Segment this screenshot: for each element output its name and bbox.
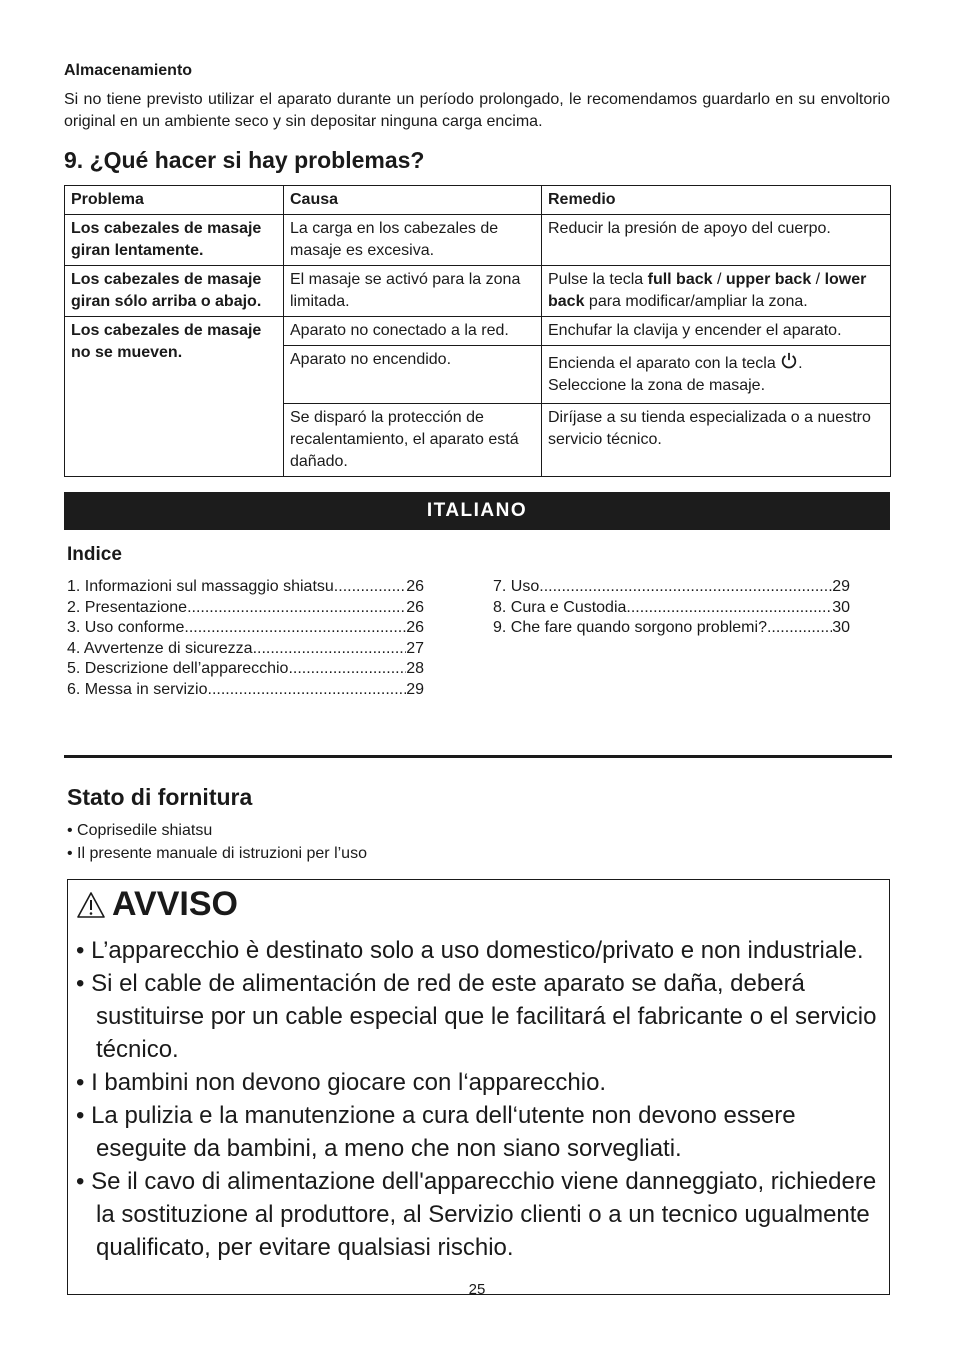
list-item: • Se il cavo di alimentazione dell'apparecchio viene danneggiato, richiedere la sostituzione al produttore, al Servizio clienti o a un tecnico ugualmente qualificato, per evitare qualsiasi rischio. [76,1165,884,1264]
cause-cell: El masaje se activó para la zona limitada. [284,266,542,317]
remedy-text: Pulse la tecla [548,271,648,288]
index-entry-label: 1. Informazioni sul massaggio shiatsu [67,578,334,595]
warning-list [76,934,884,1264]
table-row [65,266,891,317]
page-number: 25 [468,1281,486,1298]
table-row [65,215,891,266]
remedy-text: . Seleccione la zona de masaje. [548,355,803,394]
separator: / [811,271,825,288]
index-list-right [493,577,850,639]
index-entry-page: 26 [406,578,424,595]
problem-cell: Los cabezales de masaje giran sólo arriba o abajo. [65,266,284,317]
index-entry-page: 30 [832,598,850,616]
power-icon [780,352,798,370]
dot-leader [184,618,406,639]
list-item: • Il presente manuale di istruzioni per l’uso [67,842,367,865]
supply-list [67,819,367,865]
index-entry-page: 26 [406,619,424,637]
key-lower-back: lower back [548,271,867,310]
section-divider [64,755,892,758]
cause-cell: Aparato no conectado a la red. [284,317,542,346]
troubleshooting-table [64,185,891,477]
list-item: • Coprisedile shiatsu [67,819,367,842]
storage-paragraph: Si no tiene previsto utilizar el aparato durante un período prolongado, le recomendamos guardarlo en su envoltorio original en un ambiente seco y sin depositar ninguna carga encima. [64,91,890,130]
table-header-row [65,186,891,215]
index-entry [67,659,424,680]
index-entry-page: 30 [832,619,850,637]
separator: / [712,271,726,288]
remedy-cell [542,266,891,317]
index-entry [493,618,850,639]
list-item: • La pulizia e la manutenzione a cura dell‘utente non devono essere eseguite da bambini, a meno che non siano sorvegliati. [76,1099,884,1165]
index-entry-label: 3. Uso conforme [67,619,185,637]
index-entry [67,577,424,598]
index-entry [67,618,424,639]
index-entry-page: 26 [406,598,424,616]
index-entry-page: 28 [406,660,424,678]
language-bar: ITALIANO [64,492,890,530]
dot-leader [187,598,406,619]
index-entry-label: 8. Cura e Custodia [493,598,627,616]
remedy-cell: Reducir la presión de apoyo del cuerpo. [542,215,891,266]
list-item: • L’apparecchio è destinato solo a uso domestico/privato e non industriale. [76,934,884,967]
table-row [65,317,891,346]
key-full-back: full back [647,271,713,288]
cause-cell: Se disparó la protección de recalentamiento, el aparato está dañado. [284,404,542,477]
remedy-cell: Enchufar la clavija y encender el aparato. [542,317,891,346]
index-heading: Indice [67,544,122,565]
dot-leader [539,577,832,598]
index-entry-label: 9. Che fare quando sorgono problemi? [493,619,767,637]
remedy-cell: Diríjase a su tienda especializada o a nuestro servicio técnico. [542,404,891,477]
warning-heading [76,885,238,924]
remedy-text: Encienda el aparato con la tecla [548,355,781,372]
index-entry [67,598,424,619]
cause-cell: Aparato no encendido. [284,346,542,404]
index-entry-label: 4. Avvertenze di sicurezza [67,639,253,657]
key-upper-back: upper back [725,271,812,288]
index-entry-page: 29 [406,680,424,698]
supply-heading: Stato di fornitura [67,784,253,810]
problem-cell: Los cabezales de masaje giran lentamente. [65,215,284,266]
list-item: • Si el cable de alimentación de red de este aparato se daña, deberá sustituirse por un cable especial que le facilitará el fabricante o el servicio técnico. [76,967,884,1066]
index-entry-label: 5. Descrizione dell’apparecchio [67,660,289,678]
troubleshooting-heading: 9. ¿Qué hacer si hay problemas? [64,147,425,173]
remedy-text: para modificar/ampliar la zona. [584,293,808,310]
warning-triangle-icon [76,891,106,919]
column-header-problem: Problema [65,186,284,215]
index-entry-label: 6. Messa in servizio [67,680,208,698]
dot-leader [253,639,407,660]
index-entry [67,639,424,660]
problem-cell: Los cabezales de masaje no se mueven. [65,317,284,477]
index-entry [493,598,850,619]
index-entry [67,680,424,701]
dot-leader [208,680,407,701]
dot-leader [334,577,406,598]
index-entry-page: 27 [406,639,424,657]
index-entry-label: 2. Presentazione [67,598,188,616]
dot-leader [288,659,406,680]
cause-cell: La carga en los cabezales de masaje es excesiva. [284,215,542,266]
list-item: • I bambini non devono giocare con l‘apparecchio. [76,1066,884,1099]
warning-title: AVVISO [112,885,238,923]
dot-leader [767,618,832,639]
column-header-cause: Causa [284,186,542,215]
index-entry-page: 29 [832,578,850,595]
index-entry [493,577,850,598]
index-list-left [67,577,424,701]
index-entry-label: 7. Uso [493,578,540,595]
remedy-cell [542,346,891,404]
dot-leader [626,598,832,619]
column-header-remedy: Remedio [542,186,891,215]
storage-heading: Almacenamiento [64,62,193,79]
